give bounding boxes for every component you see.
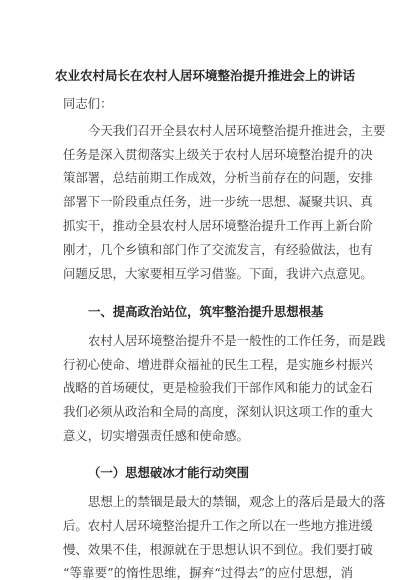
paragraph-line: 策部署，总结前期工作成效，分析当前存在的问题，安排 bbox=[63, 170, 373, 185]
paragraph-line: 行初心使命、增进群众福祉的民生工程，是实施乡村振兴 bbox=[63, 357, 373, 372]
section-heading: 一、提高政治站位，筑牢整治提升思想根基 bbox=[88, 304, 324, 319]
paragraph-line: 抓实干，推动全县农村人居环境整治提升工作再上新台阶 bbox=[63, 218, 373, 233]
paragraph-line: 思想上的禁锢是最大的禁锢，观念上的落后是最大的落 bbox=[88, 494, 386, 509]
document-title: 农业农村局长在农村人居环境整治提升推进会上的讲话 bbox=[54, 68, 355, 83]
paragraph-line: 意义，切实增强责任感和使命感。 bbox=[63, 428, 249, 443]
paragraph-line: 刚才，几个乡镇和部门作了交流发言，有经验做法，也有 bbox=[63, 242, 373, 257]
subsection-heading: （一）思想破冰才能行动突围 bbox=[88, 465, 250, 480]
paragraph-line: 今天我们召开全县农村人居环境整治提升推进会，主要 bbox=[88, 123, 386, 138]
paragraph-line: 后。农村人居环境整治提升工作之所以在一些地方推进缓 bbox=[63, 518, 373, 533]
salutation: 同志们： bbox=[63, 96, 113, 111]
paragraph-line: 部署下一阶段重点任务，进一步统一思想、凝聚共识、真 bbox=[63, 194, 373, 209]
paragraph-line: 问题反思，大家要相互学习借鉴。下面，我讲六点意见。 bbox=[63, 266, 373, 281]
paragraph-line: 任务是深入贯彻落实上级关于农村人居环境整治提升的决 bbox=[63, 147, 373, 162]
paragraph-line: 农村人居环境整治提升不是一般性的工作任务，而是践 bbox=[88, 333, 386, 348]
paragraph-line: 战略的首场硬仗，更是检验我们干部作风和能力的试金石 bbox=[63, 380, 373, 395]
paragraph-line: “等靠要”的惰性思维，摒弃“过得去”的应付思想，消 bbox=[63, 565, 353, 580]
paragraph-line: 我们必须从政治和全局的高度，深刻认识这项工作的重大 bbox=[63, 404, 373, 419]
paragraph-line: 慢、效果不佳，根源就在于思想认识不到位。我们要打破 bbox=[63, 542, 373, 557]
